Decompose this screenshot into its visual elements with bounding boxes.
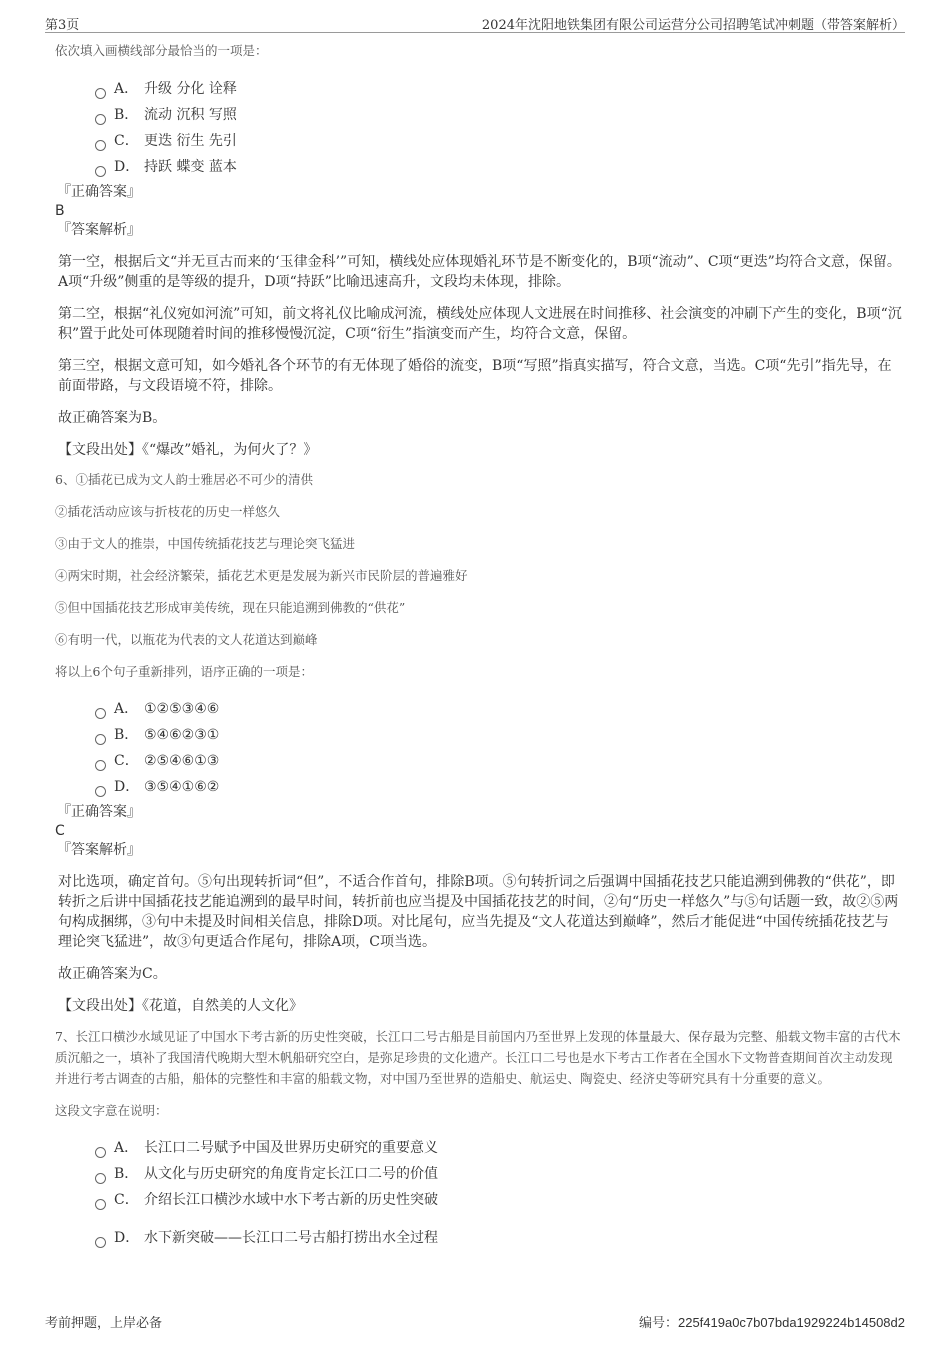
q7-stem: 7、长江口横沙水域见证了中国水下考古新的历史性突破，长江口二号古船是目前国内乃至世界上发现的体量最大、保存最为完整、船载文物丰富的古代木质沉船之一，填补了我国清代晚期大型木帆船研究空白，是弥足珍贵的文化遗产。长江口二号也是水下考古工作者在全国水下文物普查期间首次主动发现并进行考古调查的古船，船体的完整性和丰富的船载文物，对中国乃至世界的造船史、航运史、陶瓷史、经济史等研究具有十分重要的意义。 (55, 1029, 901, 1086)
radio-icon[interactable] (95, 760, 106, 771)
q6-stem: 6、①插花已成为文人韵士雅居必不可少的清供 (55, 472, 313, 487)
q5-analysis-1: 第一空，根据后文“并无亘古而来的‘玉律金科’”可知，横线处应体现婚礼环节是不断变化的，B项“流动”、C项“更迭”均符合文意，保留。A项“升级”侧重的是等级的提升，D项“持跃”比喻迅速高升，文段均未体现，排除。 (58, 254, 901, 290)
q6-option-d[interactable]: D． ③⑤④①⑥② (95, 774, 902, 800)
radio-icon[interactable] (95, 1147, 106, 1158)
q6-sentence-3: ③由于文人的推崇，中国传统插花技艺与理论突飞猛进 (55, 536, 356, 551)
radio-icon[interactable] (95, 166, 106, 177)
q6-sentence-5: ⑤但中国插花技艺形成审美传统，现在只能追溯到佛教的“供花” (55, 600, 406, 615)
q7-option-c[interactable]: C． 介绍长江口横沙水域中水下考古新的历史性突破 (95, 1187, 902, 1213)
q6-conclusion: 故正确答案为C。 (58, 966, 167, 982)
q5-option-a[interactable]: A． 升级 分化 诠释 (95, 76, 902, 102)
q7-option-d[interactable]: D． 水下新突破——长江口二号古船打捞出水全过程 (95, 1225, 902, 1251)
radio-icon[interactable] (95, 88, 106, 99)
footer-slogan: 考前押题，上岸必备 (45, 1316, 163, 1331)
page-number: 第3页 (45, 18, 80, 33)
q5-conclusion: 故正确答案为B。 (58, 410, 167, 426)
q6-source: 【文段出处】《花道，自然美的人文化》 (58, 998, 303, 1014)
q5-option-b[interactable]: B． 流动 沉积 写照 (95, 102, 902, 128)
q6-answer-label: 『正确答案』 (57, 804, 141, 820)
radio-icon[interactable] (95, 708, 106, 719)
q5-answer: B (55, 203, 65, 219)
radio-icon[interactable] (95, 1199, 106, 1210)
q5-prompt: 依次填入画横线部分最恰当的一项是： (55, 43, 268, 58)
document-id: 编号：225f419a0c7b07bda1929224b14508d2 (638, 1315, 905, 1330)
q5-analysis-3: 第三空，根据文意可知，如今婚礼各个环节的有无体现了婚俗的流变，B项“写照”指真实描写，符合文意，当选。C项“先引”指先导，在前面带路，与文段语境不符，排除。 (58, 358, 892, 394)
q5-answer-label: 『正确答案』 (57, 184, 141, 200)
q7-option-a[interactable]: A． 长江口二号赋予中国及世界历史研究的重要意义 (95, 1135, 902, 1161)
q6-analysis-1: 对比选项，确定首句。⑤句出现转折词“但”，不适合作首句，排除B项。⑤句转折词之后强调中国插花技艺只能追溯到佛教的“供花”，即转折之后讲中国插花技艺能追溯到的最早时间，转折前也应当提及中国插花技艺的时间，②句“历史一样悠久”与⑤句话题一致，故②⑤两句构成捆绑，③句中未提及时间相关信息，排除D项。对比尾句，应当先提及“文人花道达到巅峰”，然后才能促进“中国传统插花技艺与理论突飞猛进”，故③句更适合作尾句，排除A项，C项当选。 (58, 874, 899, 950)
q6-sentence-4: ④两宋时期，社会经济繁荣，插花艺术更是发展为新兴市民阶层的普遍雅好 (55, 568, 468, 583)
q6-options (95, 696, 902, 800)
q7-options (95, 1135, 902, 1251)
document-title: 2024年沈阳地铁集团有限公司运营分公司招聘笔试冲刺题（带答案解析） (481, 18, 905, 33)
q6-prompt: 将以上6个句子重新排列，语序正确的一项是： (55, 664, 313, 679)
radio-icon[interactable] (95, 1237, 106, 1248)
radio-icon[interactable] (95, 734, 106, 745)
radio-icon[interactable] (95, 1173, 106, 1184)
q5-source: 【文段出处】《“爆改”婚礼，为何火了？》 (58, 442, 318, 458)
q6-sentence-2: ②插花活动应该与折枝花的历史一样悠久 (55, 504, 281, 519)
q5-option-c[interactable]: C． 更迭 衍生 先引 (95, 128, 902, 154)
q5-analysis-label: 『答案解析』 (57, 222, 141, 238)
q6-option-b[interactable]: B． ⑤④⑥②③① (95, 722, 902, 748)
q5-option-d[interactable]: D． 持跃 蝶变 蓝本 (95, 154, 902, 180)
q6-answer: C (55, 823, 65, 839)
radio-icon[interactable] (95, 140, 106, 151)
page-content (55, 40, 902, 1251)
radio-icon[interactable] (95, 786, 106, 797)
q6-analysis-label: 『答案解析』 (57, 842, 141, 858)
q7-option-b[interactable]: B． 从文化与历史研究的角度肯定长江口二号的价值 (95, 1161, 902, 1187)
q5-analysis-2: 第二空，根据“礼仪宛如河流”可知，前文将礼仪比喻成河流，横线处应体现人文进展在时间推移、社会演变的冲刷下产生的变化，B项“沉积”置于此处可体现随着时间的推移慢慢沉淀，C项“衍生”指演变而产生，均符合文意，保留。 (58, 306, 902, 342)
q6-sentence-6: ⑥有明一代，以瓶花为代表的文人花道达到巅峰 (55, 632, 318, 647)
q6-option-a[interactable]: A． ①②⑤③④⑥ (95, 696, 902, 722)
radio-icon[interactable] (95, 114, 106, 125)
q7-prompt: 这段文字意在说明： (55, 1103, 168, 1118)
page-header (45, 12, 905, 33)
q5-options (95, 76, 902, 180)
q6-option-c[interactable]: C． ②⑤④⑥①③ (95, 748, 902, 774)
